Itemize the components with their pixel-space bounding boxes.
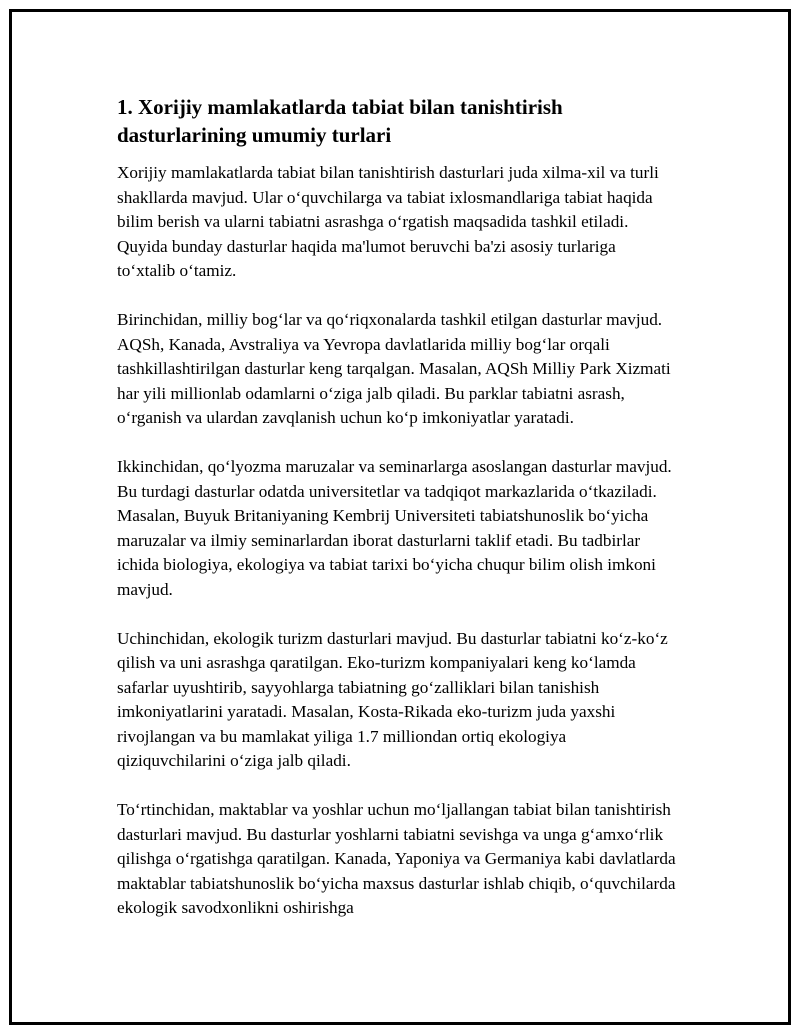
- paragraph-first: Birinchidan, milliy bog‘lar va qo‘riqxonalarda tashkil etilgan dasturlar mavjud. AQSh, Kanada, Avstraliya va Yevropa davlatlarida milliy bog‘lar orqali tashkillashtirilgan dasturlar keng tarqalgan. Masalan, AQSh Milliy Park Xizmati har yili millionlab odamlarni o‘ziga jalb qiladi. Bu parklar tabiatni asrash, o‘rganish va ulardan zavqlanish uchun ko‘p imkoniyatlar yaratadi.: [117, 310, 671, 427]
- paragraph-fourth: To‘rtinchidan, maktablar va yoshlar uchun mo‘ljallangan tabiat bilan tanishtirish dasturlari mavjud. Bu dasturlar yoshlarni tabiatni sevishga va unga g‘amxo‘rlik qilishga o‘rgatishga qaratilgan. Kanada, Yaponiya va Germaniya kabi davlatlarda maktablar tabiatshunoslik bo‘yicha maxsus dasturlar ishlab chiqib, o‘quvchilarda ekologik savodxonlikni oshirishga: [117, 800, 676, 917]
- document-body: [117, 93, 677, 945]
- section-heading: 1. Xorijiy mamlakatlarda tabiat bilan tanishtirish dasturlarining umumiy turlari: [117, 95, 563, 147]
- paragraph-third: Uchinchidan, ekologik turizm dasturlari mavjud. Bu dasturlar tabiatni ko‘z-ko‘z qilish va uni asrashga qaratilgan. Eko-turizm kompaniyalari keng ko‘lamda safarlar uyushtirib, sayyohlarga tabiatning go‘zalliklari bilan tanishish imkoniyatlarini yaratadi. Masalan, Kosta-Rikada eko-turizm juda yaxshi rivojlangan va bu mamlakat yiliga 1.7 milliondan ortiq ekologiya qiziquvchilarini o‘ziga jalb qiladi.: [117, 628, 668, 770]
- paragraph-intro: Xorijiy mamlakatlarda tabiat bilan tanishtirish dasturlari juda xilma-xil va turli shakllarda mavjud. Ular o‘quvchilarga va tabiat ixlosmandlariga tabiat haqida bilim berish va ularni tabiatni asrashga o‘rgatish maqsadida tashkil etiladi. Quyida bunday dasturlar haqida ma'lumot beruvchi ba'zi asosiy turlariga to‘xtalib o‘tamiz.: [117, 163, 659, 280]
- paragraph-second: Ikkinchidan, qo‘lyozma maruzalar va seminarlarga asoslangan dasturlar mavjud. Bu turdagi dasturlar odatda universitetlar va tadqiqot markazlarida o‘tkaziladi. Masalan, Buyuk Britaniyaning Kembrij Universiteti tabiatshunoslik bo‘yicha maruzalar va ilmiy seminarlardan iborat dasturlarni taklif etadi. Bu tadbirlar ichida biologiya, ekologiya va tabiat tarixi bo‘yicha chuqur bilim olish imkoni mavjud.: [117, 457, 672, 599]
